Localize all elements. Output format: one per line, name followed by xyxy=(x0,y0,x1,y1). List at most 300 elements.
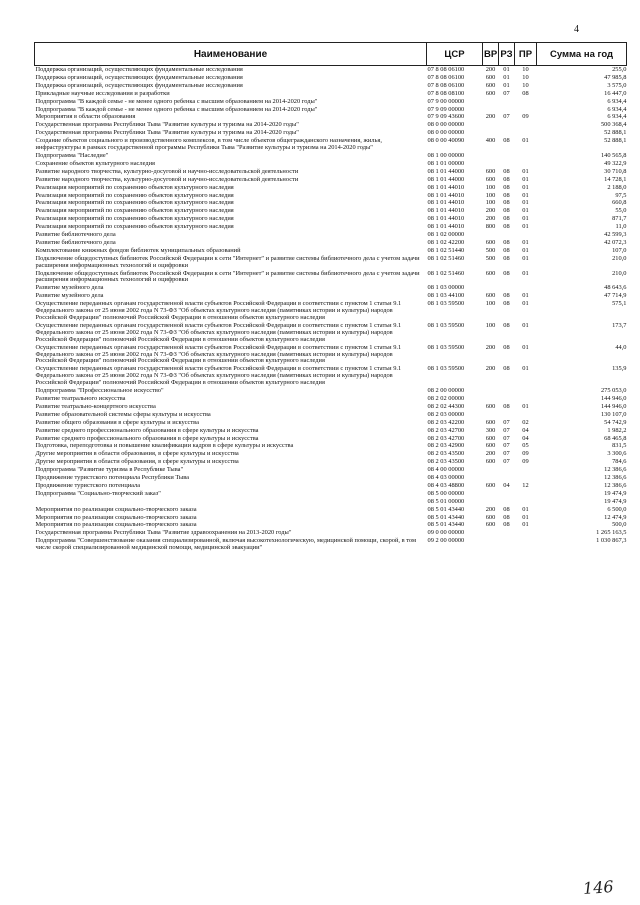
cell-name: Реализация мероприятий по сохранению объектов культурного наследия xyxy=(35,207,234,215)
cell-vr: 600 xyxy=(485,73,496,81)
cell-csr: 08 1 03 59500 xyxy=(427,365,465,373)
cell-name: Подпрограмма "Социально-творческий заказ" xyxy=(35,489,161,497)
cell-name: Осуществление переданных органам государственной власти субъектов Российской Федерации в соответствии с пунктом 1 статьи 9.1 Федерального закона от 25 июня 2002 года N 73-ФЗ "Об объектах культурного наследия (памятниках истории и культуры) народов Российской Федерации" полномочий Российской Федерации в отношении объектов культурного наследия xyxy=(35,365,402,387)
cell-name xyxy=(35,498,427,506)
cell-rz: 07 xyxy=(503,426,510,434)
cell-sum: 1 982,2 xyxy=(607,426,627,434)
cell-name: Мероприятия по реализации социально-творческого заказа xyxy=(35,513,197,521)
cell-pr: 01 xyxy=(522,513,529,521)
cell-sum: 210,0 xyxy=(612,254,627,262)
cell-csr: 08 4 03 00000 xyxy=(427,474,465,482)
table-row xyxy=(35,411,627,419)
cell-sum: 6 934,4 xyxy=(607,97,627,105)
cell-name: Развитие театрального искусства xyxy=(35,394,126,402)
cell-pr xyxy=(515,284,537,292)
table-row xyxy=(35,395,627,403)
cell-vr: 600 xyxy=(485,402,496,410)
cell-rz: 07 xyxy=(503,450,510,458)
cell-name: Государственная программа Республики Тыва "Развитие культуры и туризма на 2014-2020 годы" xyxy=(35,129,299,137)
table-row xyxy=(35,442,627,450)
cell-rz xyxy=(499,529,515,537)
cell-csr: 08 1 01 44000 xyxy=(427,175,465,183)
cell-rz: 08 xyxy=(503,505,510,513)
cell-pr: 01 xyxy=(522,300,529,308)
cell-sum: 575,1 xyxy=(612,300,627,308)
cell-csr: 08 1 01 44010 xyxy=(427,183,465,191)
cell-vr xyxy=(483,231,499,239)
cell-csr: 08 1 03 59500 xyxy=(427,343,465,351)
cell-sum: 42 599,3 xyxy=(604,231,627,239)
cell-csr: 08 2 03 42900 xyxy=(427,442,465,450)
cell-pr xyxy=(515,490,537,498)
cell-csr: 08 1 01 00000 xyxy=(427,159,465,167)
cell-pr xyxy=(515,474,537,482)
cell-name: Подключение общедоступных библиотек Российской Федерации к сети "Интернет" и развитие системы библиотечного дела с учетом задачи расширения информационных технологий и оцифровки xyxy=(35,269,420,284)
table-row xyxy=(35,223,627,231)
table-row xyxy=(35,152,627,160)
cell-vr: 600 xyxy=(485,521,496,529)
cell-vr: 200 xyxy=(485,505,496,513)
cell-vr: 300 xyxy=(485,426,496,434)
cell-sum: 12 474,9 xyxy=(604,513,627,521)
cell-sum: 12 386,6 xyxy=(604,474,627,482)
cell-rz xyxy=(499,231,515,239)
cell-rz xyxy=(499,411,515,419)
cell-vr: 100 xyxy=(485,191,496,199)
cell-csr: 07 9 00 00000 xyxy=(427,97,465,105)
cell-pr: 10 xyxy=(522,66,529,73)
cell-sum: 6 934,4 xyxy=(607,113,627,121)
cell-csr: 08 2 02 44300 xyxy=(427,402,465,410)
cell-pr: 01 xyxy=(522,521,529,529)
cell-rz: 08 xyxy=(503,321,510,329)
cell-name: Поддержка организаций, осуществляющих фундаментальные исследования xyxy=(35,73,243,81)
cell-pr xyxy=(515,395,537,403)
cell-sum: 97,5 xyxy=(615,191,627,199)
cell-rz: 04 xyxy=(503,481,510,489)
cell-rz: 01 xyxy=(503,73,510,81)
cell-csr: 08 2 02 00000 xyxy=(427,394,465,402)
cell-vr xyxy=(483,529,499,537)
cell-vr: 100 xyxy=(485,199,496,207)
table-body xyxy=(35,66,627,553)
cell-rz xyxy=(499,98,515,106)
cell-sum: 210,0 xyxy=(612,269,627,277)
cell-vr: 600 xyxy=(485,481,496,489)
cell-name: Развитие музейного дела xyxy=(35,284,104,292)
cell-csr: 08 1 01 44010 xyxy=(427,215,465,223)
cell-name: Мероприятия по реализации социально-творческого заказа xyxy=(35,505,197,513)
cell-rz: 08 xyxy=(503,269,510,277)
cell-csr: 08 2 03 43500 xyxy=(427,450,465,458)
cell-sum: 19 474,9 xyxy=(604,497,627,505)
cell-sum: 19 474,9 xyxy=(604,489,627,497)
cell-name: Развитие библиотечного дела xyxy=(35,238,116,246)
cell-sum: 42 072,3 xyxy=(604,238,627,246)
cell-rz: 07 xyxy=(503,434,510,442)
cell-name: Реализация мероприятий по сохранению объектов культурного наследия xyxy=(35,183,234,191)
cell-sum: 275 053,0 xyxy=(600,387,627,395)
cell-vr: 100 xyxy=(485,183,496,191)
cell-pr: 09 xyxy=(522,113,529,121)
table-row xyxy=(35,521,627,529)
cell-rz xyxy=(499,537,515,552)
cell-pr: 01 xyxy=(522,254,529,262)
cell-rz: 01 xyxy=(503,66,510,73)
table-row xyxy=(35,322,627,344)
budget-table xyxy=(34,42,627,552)
cell-csr: 08 1 01 44010 xyxy=(427,191,465,199)
cell-sum: 44,0 xyxy=(615,343,627,351)
table-row xyxy=(35,82,627,90)
table-header-row xyxy=(35,43,627,66)
cell-csr: 08 2 03 43500 xyxy=(427,458,465,466)
cell-vr: 200 xyxy=(485,215,496,223)
cell-pr: 05 xyxy=(522,442,529,450)
cell-csr: 08 2 03 42700 xyxy=(427,426,465,434)
cell-sum: 11,0 xyxy=(615,223,627,231)
cell-csr: 07 8 08 06100 xyxy=(427,73,465,81)
cell-rz: 08 xyxy=(503,191,510,199)
cell-csr: 08 5 01 43440 xyxy=(427,521,465,529)
cell-rz xyxy=(499,395,515,403)
cell-pr: 01 xyxy=(522,167,529,175)
cell-pr xyxy=(515,98,537,106)
cell-vr: 200 xyxy=(485,207,496,215)
header-name: Наименование xyxy=(35,43,427,66)
cell-rz: 07 xyxy=(503,89,510,97)
cell-pr: 01 xyxy=(522,343,529,351)
cell-name: Осуществление переданных органам государственной власти субъектов Российской Федерации в соответствии с пунктом 1 статьи 9.1 Федерального закона от 25 июня 2002 года N 73-ФЗ "Об объектах культурного наследия (памятниках истории и культуры) народов Российской Федерации" полномочий Российской Федерации в отношении объектов культурного наследия xyxy=(35,343,402,365)
table-row xyxy=(35,207,627,215)
cell-csr: 08 1 02 51460 xyxy=(427,254,465,262)
cell-rz xyxy=(499,498,515,506)
cell-rz: 08 xyxy=(503,238,510,246)
cell-rz: 08 xyxy=(503,254,510,262)
cell-vr xyxy=(483,474,499,482)
cell-rz xyxy=(499,160,515,168)
cell-sum: 660,8 xyxy=(612,199,627,207)
cell-vr xyxy=(483,98,499,106)
cell-csr: 08 0 00 40090 xyxy=(427,137,465,145)
cell-name: Развитие общего образования в сфере культуры и искусства xyxy=(35,418,199,426)
cell-name: Поддержка организаций, осуществляющих фундаментальные исследования xyxy=(35,81,243,89)
cell-csr: 08 1 00 00000 xyxy=(427,151,465,159)
cell-name: Развитие народного творчества, культурно-досуговой и научно-исследовательской деятельности xyxy=(35,167,299,175)
table-row xyxy=(35,365,627,387)
cell-csr: 08 1 03 59500 xyxy=(427,321,465,329)
table-row xyxy=(35,255,627,270)
table-row xyxy=(35,387,627,395)
cell-rz xyxy=(499,474,515,482)
cell-name: Развитие библиотечного дела xyxy=(35,231,116,239)
handwritten-page-number: 146 xyxy=(582,876,615,899)
cell-vr: 600 xyxy=(485,458,496,466)
cell-rz: 08 xyxy=(503,207,510,215)
cell-pr: 01 xyxy=(522,199,529,207)
cell-csr: 08 1 02 42200 xyxy=(427,238,465,246)
cell-vr: 600 xyxy=(485,269,496,277)
cell-csr: 08 1 01 44010 xyxy=(427,223,465,231)
cell-csr: 08 2 03 42200 xyxy=(427,418,465,426)
cell-sum: 68 465,8 xyxy=(604,434,627,442)
cell-vr: 600 xyxy=(485,292,496,300)
cell-vr xyxy=(483,490,499,498)
cell-name: Осуществление переданных органам государственной власти субъектов Российской Федерации в соответствии с пунктом 1 статьи 9.1 Федерального закона от 25 июня 2002 года N 73-ФЗ "Об объектах культурного наследия (памятниках истории и культуры) народов Российской Федерации" полномочий Российской Федерации в отношении объектов культурного наследия xyxy=(35,300,402,321)
cell-rz: 07 xyxy=(503,418,510,426)
cell-name: Реализация мероприятий по сохранению объектов культурного наследия xyxy=(35,191,234,199)
cell-vr xyxy=(483,411,499,419)
cell-pr: 01 xyxy=(522,137,529,145)
cell-vr xyxy=(483,160,499,168)
cell-pr xyxy=(515,537,537,552)
cell-name: Развитие музейного дела xyxy=(35,292,104,300)
cell-vr: 500 xyxy=(485,246,496,254)
cell-sum: 3 575,0 xyxy=(607,81,627,89)
cell-sum: 52 888,1 xyxy=(604,129,627,137)
table-row xyxy=(35,435,627,443)
cell-rz: 01 xyxy=(503,81,510,89)
cell-csr: 08 1 03 59500 xyxy=(427,300,465,308)
table-row xyxy=(35,98,627,106)
cell-rz: 07 xyxy=(503,442,510,450)
cell-rz xyxy=(499,152,515,160)
table-row xyxy=(35,247,627,255)
table-row xyxy=(35,90,627,98)
page-number: 4 xyxy=(574,24,579,35)
cell-vr: 600 xyxy=(485,81,496,89)
cell-pr: 01 xyxy=(522,402,529,410)
cell-vr: 600 xyxy=(485,442,496,450)
table-row xyxy=(35,284,627,292)
cell-sum: 49 322,9 xyxy=(604,159,627,167)
cell-name: Поддержка организаций, осуществляющих фундаментальные исследования xyxy=(35,66,243,73)
cell-sum: 16 447,0 xyxy=(604,89,627,97)
cell-sum: 1 030 867,3 xyxy=(596,537,627,545)
table-row xyxy=(35,490,627,498)
cell-pr: 01 xyxy=(522,223,529,231)
cell-csr: 09 2 00 00000 xyxy=(427,537,465,545)
cell-name: Мероприятия по реализации социально-творческого заказа xyxy=(35,521,197,529)
cell-sum: 1 265 163,5 xyxy=(596,529,627,537)
cell-rz xyxy=(499,284,515,292)
cell-pr: 01 xyxy=(522,238,529,246)
cell-csr: 08 5 01 43440 xyxy=(427,505,465,513)
cell-name: Подключение общедоступных библиотек Российской Федерации к сети "Интернет" и развитие системы библиотечного дела с учетом задачи расширения информационных технологий и оцифровки xyxy=(35,254,420,269)
cell-vr: 200 xyxy=(485,365,496,373)
cell-name: Подпрограмма "Наследие" xyxy=(35,151,109,159)
cell-name: Государственная программа Республики Тыва "Развитие культуры и туризма на 2014-2020 годы" xyxy=(35,121,299,129)
cell-pr xyxy=(515,411,537,419)
cell-rz: 08 xyxy=(503,402,510,410)
cell-rz xyxy=(499,129,515,137)
cell-pr xyxy=(515,152,537,160)
cell-csr: 07 9 09 00000 xyxy=(427,105,465,113)
cell-csr: 08 2 03 00000 xyxy=(427,410,465,418)
cell-pr: 09 xyxy=(522,450,529,458)
cell-pr: 01 xyxy=(522,269,529,277)
cell-name: Подпрограмма "Развитие туризма в Республике Тыва" xyxy=(35,466,184,474)
cell-sum: 255,0 xyxy=(612,66,627,73)
cell-sum: 140 565,8 xyxy=(600,151,627,159)
cell-csr: 08 1 03 44100 xyxy=(427,292,465,300)
cell-name: Другие мероприятия в области образования, в сфере культуры и искусства xyxy=(35,450,239,458)
cell-name: Реализация мероприятий по сохранению объектов культурного наследия xyxy=(35,223,234,231)
table-row xyxy=(35,270,627,285)
cell-csr: 08 0 00 00000 xyxy=(427,121,465,129)
table-row xyxy=(35,344,627,366)
cell-pr: 01 xyxy=(522,215,529,223)
cell-pr xyxy=(515,129,537,137)
cell-pr xyxy=(515,498,537,506)
cell-rz: 08 xyxy=(503,513,510,521)
table-row xyxy=(35,292,627,300)
cell-rz: 08 xyxy=(503,246,510,254)
cell-name: Сохранение объектов культурного наследия xyxy=(35,159,155,167)
table-row xyxy=(35,427,627,435)
cell-vr: 400 xyxy=(485,137,496,145)
cell-sum: 500,0 xyxy=(612,521,627,529)
cell-sum: 144 946,0 xyxy=(600,402,627,410)
table-row xyxy=(35,482,627,490)
cell-vr: 800 xyxy=(485,223,496,231)
cell-name: Комплектование книжных фондов библиотек муниципальных образований xyxy=(35,246,241,254)
cell-vr: 200 xyxy=(485,66,496,73)
cell-sum: 130 107,0 xyxy=(600,410,627,418)
cell-vr: 100 xyxy=(485,300,496,308)
cell-pr: 08 xyxy=(522,89,529,97)
cell-sum: 173,7 xyxy=(612,321,627,329)
cell-csr: 07 8 08 08100 xyxy=(427,89,465,97)
cell-sum: 107,0 xyxy=(612,246,627,254)
cell-vr: 600 xyxy=(485,513,496,521)
cell-csr: 08 1 01 44000 xyxy=(427,167,465,175)
cell-csr: 08 5 00 00000 xyxy=(427,489,465,497)
cell-pr: 09 xyxy=(522,458,529,466)
cell-csr: 08 1 02 51440 xyxy=(427,246,465,254)
cell-pr xyxy=(515,387,537,395)
cell-csr: 09 0 00 00000 xyxy=(427,529,465,537)
table-row xyxy=(35,184,627,192)
cell-rz: 08 xyxy=(503,137,510,145)
table-row xyxy=(35,239,627,247)
cell-csr: 08 2 00 00000 xyxy=(427,387,465,395)
cell-pr: 04 xyxy=(522,426,529,434)
cell-rz xyxy=(499,466,515,474)
table-row xyxy=(35,514,627,522)
cell-csr: 08 1 03 00000 xyxy=(427,284,465,292)
cell-name: Продвижение туристского потенциала Республики Тыва xyxy=(35,474,189,482)
cell-pr: 01 xyxy=(522,246,529,254)
cell-vr: 600 xyxy=(485,238,496,246)
cell-name: Развитие народного творчества, культурно-досуговой и научно-исследовательской деятельности xyxy=(35,175,299,183)
cell-pr: 10 xyxy=(522,73,529,81)
cell-pr: 01 xyxy=(522,365,529,373)
table-row xyxy=(35,498,627,506)
cell-pr: 04 xyxy=(522,434,529,442)
cell-vr xyxy=(483,121,499,129)
cell-vr xyxy=(483,152,499,160)
cell-vr xyxy=(483,387,499,395)
cell-sum: 52 888,1 xyxy=(604,137,627,145)
cell-sum: 784,6 xyxy=(612,458,627,466)
cell-csr: 08 1 02 00000 xyxy=(427,231,465,239)
table-row xyxy=(35,66,627,74)
table-row xyxy=(35,113,627,121)
cell-vr xyxy=(483,498,499,506)
cell-vr xyxy=(483,537,499,552)
cell-rz: 07 xyxy=(503,113,510,121)
cell-name: Продвижение туристского потенциала xyxy=(35,481,141,489)
cell-rz: 08 xyxy=(503,215,510,223)
budget-table-container xyxy=(34,42,626,552)
table-row xyxy=(35,419,627,427)
cell-csr: 08 5 01 43440 xyxy=(427,513,465,521)
table-row xyxy=(35,466,627,474)
cell-pr: 02 xyxy=(522,418,529,426)
cell-pr xyxy=(515,231,537,239)
cell-vr: 600 xyxy=(485,89,496,97)
cell-rz xyxy=(499,387,515,395)
cell-sum: 12 386,6 xyxy=(604,481,627,489)
table-row xyxy=(35,160,627,168)
cell-rz: 08 xyxy=(503,199,510,207)
cell-pr: 01 xyxy=(522,191,529,199)
table-row xyxy=(35,199,627,207)
table-row xyxy=(35,300,627,322)
cell-vr: 100 xyxy=(485,321,496,329)
cell-rz: 08 xyxy=(503,167,510,175)
cell-csr: 07 8 08 06100 xyxy=(427,66,465,73)
cell-sum: 135,9 xyxy=(612,365,627,373)
cell-name: Мероприятия в области образования xyxy=(35,113,136,121)
cell-vr: 600 xyxy=(485,167,496,175)
cell-vr: 600 xyxy=(485,434,496,442)
cell-name: Развитие театрально-концертного искусства xyxy=(35,402,156,410)
cell-name: Другие мероприятия в области образования, в сфере культуры и искусства xyxy=(35,458,239,466)
cell-rz: 08 xyxy=(503,183,510,191)
table-row xyxy=(35,106,627,114)
cell-name: Подпрограмма "Совершенствование оказания специализированной, включая высокотехнологическую, медицинской помощи, скорой, в том числе скорой специализированной медицинской помощи, медицинской эвакуации" xyxy=(35,537,417,552)
cell-sum: 500 368,4 xyxy=(600,121,627,129)
cell-vr xyxy=(483,106,499,114)
table-row xyxy=(35,537,627,552)
cell-pr: 12 xyxy=(522,481,529,489)
cell-name: Прикладные научные исследования и разработки xyxy=(35,89,170,97)
cell-pr: 01 xyxy=(522,321,529,329)
cell-rz: 08 xyxy=(503,223,510,231)
cell-sum: 30 710,8 xyxy=(604,167,627,175)
cell-csr: 08 1 01 44010 xyxy=(427,207,465,215)
cell-csr: 08 5 01 00000 xyxy=(427,497,465,505)
cell-name: Подпрограмма "В каждой семье - не менее одного ребенка с высшим образованием на 2014-2020 годы" xyxy=(35,105,318,113)
header-csr: ЦСР xyxy=(427,43,483,66)
header-rz: РЗ xyxy=(499,43,515,66)
cell-rz xyxy=(499,106,515,114)
table-row xyxy=(35,74,627,82)
cell-pr xyxy=(515,466,537,474)
cell-name: Подпрограмма "В каждой семье - не менее одного ребенка с высшим образованием на 2014-2020 годы" xyxy=(35,97,318,105)
cell-vr xyxy=(483,466,499,474)
cell-sum: 831,5 xyxy=(612,442,627,450)
cell-csr: 08 0 00 00000 xyxy=(427,129,465,137)
cell-sum: 47 985,8 xyxy=(604,73,627,81)
cell-name: Реализация мероприятий по сохранению объектов культурного наследия xyxy=(35,199,234,207)
cell-sum: 871,7 xyxy=(612,215,627,223)
cell-csr: 08 4 00 00000 xyxy=(427,466,465,474)
table-row xyxy=(35,215,627,223)
cell-rz xyxy=(499,121,515,129)
